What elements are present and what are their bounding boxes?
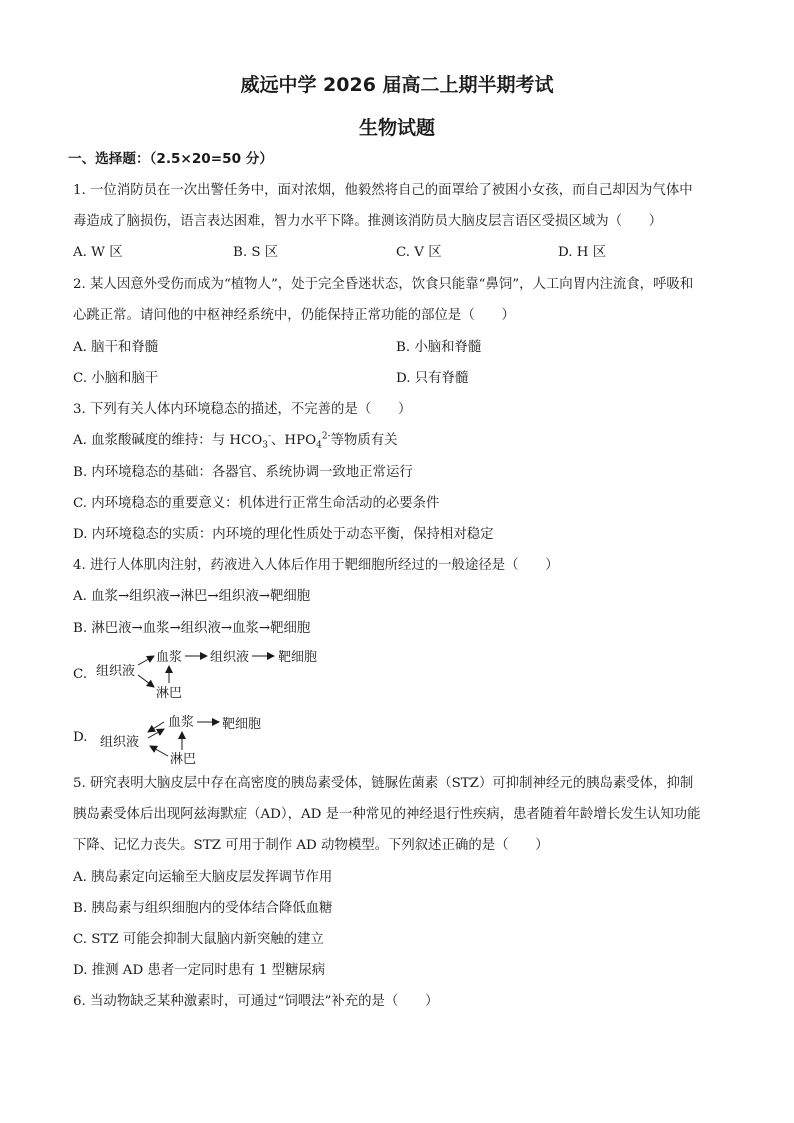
q2-stem-line2: 心跳正常。请问他的中枢神经系统中，仍能保持正常功能的部位是（ ） (73, 308, 515, 323)
q5-stem-line3: 下降、记忆力丧失。STZ 可用于制作 AD 动物模型。下列叙述正确的是（ ） (73, 838, 549, 853)
q4c-tissue-label: 组织液 (96, 664, 136, 679)
q5-option-d: D. 推测 AD 患者一定同时患有 1 型糖尿病 (73, 963, 326, 978)
q1-option-d: D. H 区 (558, 245, 607, 260)
q5-option-a: A. 胰岛素定向运输至大脑皮层发挥调节作用 (73, 870, 333, 885)
q1-option-a: A. W 区 (73, 245, 123, 260)
q4d-arrow-lymph-tissue (150, 746, 168, 756)
q4c-plasma-label: 血浆 (156, 650, 183, 665)
q4-option-a: A. 血浆→组织液→淋巴→组织液→靶细胞 (73, 589, 311, 604)
q4c-target-label: 靶细胞 (278, 650, 318, 665)
q4-option-d-diagram (92, 708, 292, 774)
q3-option-c: C. 内环境稳态的重要意义：机体进行正常生命活动的必要条件 (73, 496, 440, 511)
q4d-plasma-label: 血浆 (168, 715, 195, 730)
q4-option-c-diagram (92, 645, 342, 709)
section-heading: 一、选择题：（2.5×20=50 分） (68, 151, 273, 167)
q3-option-a (73, 432, 398, 450)
q6-stem: 6. 当动物缺乏某种激素时，可通过“饲喂法”补充的是（ ） (73, 994, 439, 1009)
q4-option-b: B. 淋巴液→血浆→组织液→血浆→靶细胞 (73, 621, 311, 636)
q3-option-a-sup2: 2- (321, 431, 331, 442)
q4d-tissue-label: 组织液 (100, 735, 140, 750)
q1-stem-line1: 1. 一位消防员在一次出警任务中，面对浓烟，他毅然将自己的面罩给了被困小女孩，而自己却因为气体中 (73, 183, 693, 198)
q5-option-c: C. STZ 可能会抑制大鼠脑内新突触的建立 (73, 932, 324, 947)
q4c-arrow-tissue-lymph (138, 675, 154, 687)
q5-stem-line1: 5. 研究表明大脑皮层中存在高密度的胰岛素受体，链脲佐菌素（STZ）可抑制神经元的胰岛素受体，抑制 (73, 776, 694, 791)
q2-option-d: D. 只有脊髓 (396, 371, 469, 386)
q1-stem-line2: 毒造成了脑损伤，语言表达困难，智力水平下降。推测该消防员大脑皮层言语区受损区域为（ ） (73, 214, 663, 229)
q3-option-d: D. 内环境稳态的实质：内环境的理化性质处于动态平衡，保持相对稳定 (73, 527, 494, 542)
q5-stem-line2: 胰岛素受体后出现阿兹海默症（AD），AD 是一种常见的神经退行性疾病，患者随着年龄增长发生认知功能 (73, 807, 701, 822)
q4-option-d-label: D. (73, 730, 88, 745)
q3-option-a-sub2: 4 (316, 440, 322, 451)
q2-option-a: A. 脑干和脊髓 (73, 340, 159, 355)
q4d-target-label: 靶细胞 (222, 717, 262, 732)
q4-option-c-label: C. (73, 667, 88, 682)
q3-option-b: B. 内环境稳态的基础：各器官、系统协调一致地正常运行 (73, 465, 413, 480)
q2-stem-line1: 2. 某人因意外受伤而成为“植物人”，处于完全昏迷状态，饮食只能靠“鼻饲”，人工向胃内注流食，呼吸和 (73, 277, 694, 292)
q1-option-b: B. S 区 (233, 245, 279, 260)
exam-subtitle: 生物试题 (358, 117, 435, 139)
q3-option-a-text3: 等物质有关 (330, 433, 398, 448)
q4-stem: 4. 进行人体肌肉注射，药液进入人体后作用于靶细胞所经过的一般途径是（ ） (73, 558, 559, 573)
q5-option-b: B. 胰岛素与组织细胞内的受体结合降低血糖 (73, 901, 333, 916)
exam-title: 威远中学 2026 届高二上期半期考试 (240, 74, 554, 96)
q4c-arrow-tissue-plasma (138, 656, 154, 665)
q3-stem: 3. 下列有关人体内环境稳态的描述，不完善的是（ ） (73, 402, 412, 417)
q3-option-a-sub1: 3 (262, 440, 268, 451)
q3-option-a-text1: A. 血浆酸碱度的维持：与 HCO (73, 433, 263, 448)
q4c-tissue2-label: 组织液 (210, 650, 250, 665)
q2-option-b: B. 小脑和脊髓 (396, 340, 482, 355)
q1-option-c: C. V 区 (396, 245, 442, 260)
q4c-lymph-label: 淋巴 (156, 686, 183, 701)
q2-option-c: C. 小脑和脑干 (73, 371, 159, 386)
q4d-lymph-label: 淋巴 (170, 752, 197, 767)
q3-option-a-text2: 、HPO (271, 433, 317, 448)
q3-option-a-sup1: - (267, 431, 272, 442)
